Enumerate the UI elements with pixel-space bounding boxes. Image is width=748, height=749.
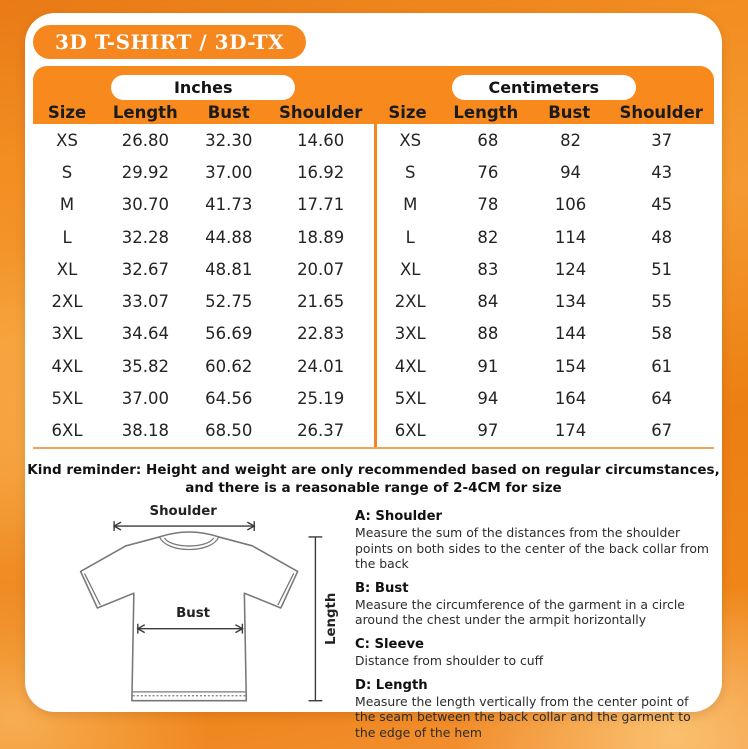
table-cell: 124 <box>554 259 587 279</box>
column-header-size: Size <box>388 102 427 122</box>
inches-unit-pill <box>111 75 295 100</box>
table-row <box>33 189 374 221</box>
table-cell: 56.69 <box>205 324 253 344</box>
table-cell: 3XL <box>51 324 83 344</box>
table-row <box>377 124 715 156</box>
measure-guide-shoulder <box>355 509 710 572</box>
table-cell: S <box>405 162 416 182</box>
column-header-shoulder: Shoulder <box>619 102 703 122</box>
column-header-bust: Bust <box>548 102 591 122</box>
table-cell: 82 <box>560 130 582 150</box>
centimeters-table <box>374 124 715 447</box>
size-chart-card <box>25 13 722 740</box>
measure-title: D: Length <box>355 677 428 693</box>
table-cell: 33.07 <box>121 292 169 312</box>
table-cell: 4XL <box>51 356 83 376</box>
table-cell: XS <box>399 130 422 150</box>
diagram-shoulder-label: Shoulder <box>149 504 217 520</box>
table-row <box>33 221 374 253</box>
table-cell: 26.80 <box>121 130 169 150</box>
table-cell: 144 <box>554 324 587 344</box>
table-cell: 45 <box>651 195 673 215</box>
table-cell: 55 <box>651 292 673 312</box>
table-row <box>33 124 374 156</box>
centimeters-unit-label: Centimeters <box>488 78 600 97</box>
table-cell: 5XL <box>394 389 426 409</box>
table-cell: 18.89 <box>297 227 345 247</box>
table-cell: 68 <box>477 130 499 150</box>
table-cell: XS <box>56 130 78 150</box>
tshirt-diagram <box>49 500 345 712</box>
table-row <box>377 253 715 285</box>
table-row <box>33 382 374 414</box>
table-cell: 114 <box>554 227 587 247</box>
measure-guide <box>355 500 710 740</box>
measure-guide-bust <box>355 581 710 628</box>
centimeters-unit-pill <box>452 75 636 100</box>
table-cell: 16.92 <box>297 162 345 182</box>
length-arrow-icon <box>308 537 322 701</box>
measure-description: Measure the sum of the distances from the shoulder points on both sides to the center of the back collar from the back <box>355 525 709 572</box>
table-cell: S <box>61 162 73 182</box>
table-cell: 52.75 <box>205 292 253 312</box>
inches-header <box>33 66 374 124</box>
table-cell: L <box>62 227 72 247</box>
measure-description: Distance from shoulder to cuff <box>355 652 544 668</box>
inches-table <box>33 124 374 447</box>
centimeters-column-headers <box>374 100 715 124</box>
table-cell: M <box>59 195 75 215</box>
table-cell: 17.71 <box>297 195 345 215</box>
table-header-band <box>33 66 714 124</box>
title-badge <box>33 25 306 59</box>
measure-title: B: Bust <box>355 580 409 596</box>
table-cell: 43 <box>651 162 673 182</box>
table-cell: XL <box>400 259 421 279</box>
table-cell: 94 <box>477 389 499 409</box>
measure-description: Measure the circumference of the garment in a circle around the chest under the armpit horizontally <box>355 596 685 628</box>
table-cell: 88 <box>477 324 499 344</box>
table-cell: 20.07 <box>297 259 345 279</box>
table-cell: 41.73 <box>205 195 253 215</box>
table-cell: 21.65 <box>297 292 345 312</box>
table-cell: 26.37 <box>297 421 345 441</box>
table-cell: 32.67 <box>121 259 169 279</box>
table-row <box>377 415 715 447</box>
table-cell: 61 <box>651 356 673 376</box>
measure-description: Measure the length vertically from the center point of the seam between the back collar and the garment to the edge of the hem <box>355 693 691 740</box>
table-cell: 64 <box>651 389 673 409</box>
table-cell: 164 <box>554 389 587 409</box>
diagram-length-label: Length <box>324 592 340 646</box>
table-cell: 78 <box>477 195 499 215</box>
table-row <box>377 221 715 253</box>
column-header-bust: Bust <box>207 102 250 122</box>
reminder-line-1: Kind reminder: Height and weight are only recommended based on regular circumstances, <box>27 462 720 478</box>
table-cell: 84 <box>477 292 499 312</box>
kind-reminder <box>25 462 722 497</box>
column-header-length: Length <box>453 102 519 122</box>
table-cell: 48 <box>651 227 673 247</box>
table-cell: 97 <box>477 421 499 441</box>
measure-guide-length <box>355 678 710 741</box>
table-cell: 25.19 <box>297 389 345 409</box>
table-cell: 35.82 <box>121 356 169 376</box>
shoulder-arrow-icon <box>114 521 254 531</box>
table-row <box>377 350 715 382</box>
table-cell: 60.62 <box>205 356 253 376</box>
table-row <box>377 382 715 414</box>
measure-title: C: Sleeve <box>355 636 424 652</box>
table-cell: 134 <box>554 292 587 312</box>
table-cell: 32.28 <box>121 227 169 247</box>
table-cell: 29.92 <box>121 162 169 182</box>
table-cell: 58 <box>651 324 673 344</box>
table-cell: 24.01 <box>297 356 345 376</box>
table-cell: 83 <box>477 259 499 279</box>
table-cell: 64.56 <box>205 389 253 409</box>
table-row <box>33 156 374 188</box>
measure-section <box>49 500 710 740</box>
tshirt-illustration-icon <box>49 500 345 712</box>
table-cell: 94 <box>560 162 582 182</box>
page-title: 3D T-SHIRT / 3D-TX <box>55 30 285 54</box>
diagram-bust-label: Bust <box>176 605 211 621</box>
table-cell: 6XL <box>394 421 426 441</box>
table-cell: 48.81 <box>205 259 253 279</box>
table-cell: 3XL <box>394 324 426 344</box>
measure-title: A: Shoulder <box>355 509 443 524</box>
table-cell: 2XL <box>51 292 83 312</box>
table-row <box>377 156 715 188</box>
table-cell: 4XL <box>394 356 426 376</box>
table-cell: 37.00 <box>121 389 169 409</box>
table-cell: 34.64 <box>121 324 169 344</box>
table-cell: 38.18 <box>121 421 169 441</box>
table-cell: 91 <box>477 356 499 376</box>
table-cell: 30.70 <box>121 195 169 215</box>
size-tables <box>33 124 714 449</box>
reminder-line-2: and there is a reasonable range of 2-4CM for size <box>185 479 562 496</box>
column-header-shoulder: Shoulder <box>278 102 363 122</box>
table-row <box>33 285 374 317</box>
table-cell: 44.88 <box>205 227 253 247</box>
table-cell: 67 <box>651 421 673 441</box>
table-cell: 51 <box>651 259 673 279</box>
inches-unit-label: Inches <box>173 78 233 97</box>
table-cell: 68.50 <box>205 421 253 441</box>
table-cell: 174 <box>554 421 587 441</box>
table-cell: 37 <box>651 130 673 150</box>
table-row <box>33 415 374 447</box>
table-cell: L <box>405 227 415 247</box>
table-cell: 106 <box>554 195 587 215</box>
table-row <box>33 318 374 350</box>
table-cell: 82 <box>477 227 499 247</box>
table-cell: 37.00 <box>205 162 253 182</box>
column-header-length: Length <box>112 102 178 122</box>
centimeters-header <box>374 66 715 124</box>
table-cell: M <box>403 195 418 215</box>
table-cell: 6XL <box>51 421 83 441</box>
inches-column-headers <box>33 100 374 124</box>
table-row <box>377 285 715 317</box>
table-row <box>33 350 374 382</box>
table-cell: 154 <box>554 356 587 376</box>
table-row <box>33 253 374 285</box>
measure-guide-sleeve <box>355 637 710 669</box>
table-row <box>377 318 715 350</box>
table-cell: 2XL <box>394 292 426 312</box>
table-cell: 5XL <box>51 389 83 409</box>
table-cell: XL <box>56 259 78 279</box>
table-row <box>377 189 715 221</box>
table-cell: 14.60 <box>297 130 345 150</box>
table-cell: 32.30 <box>205 130 253 150</box>
table-cell: 22.83 <box>297 324 345 344</box>
table-cell: 76 <box>477 162 499 182</box>
column-header-size: Size <box>47 102 87 122</box>
